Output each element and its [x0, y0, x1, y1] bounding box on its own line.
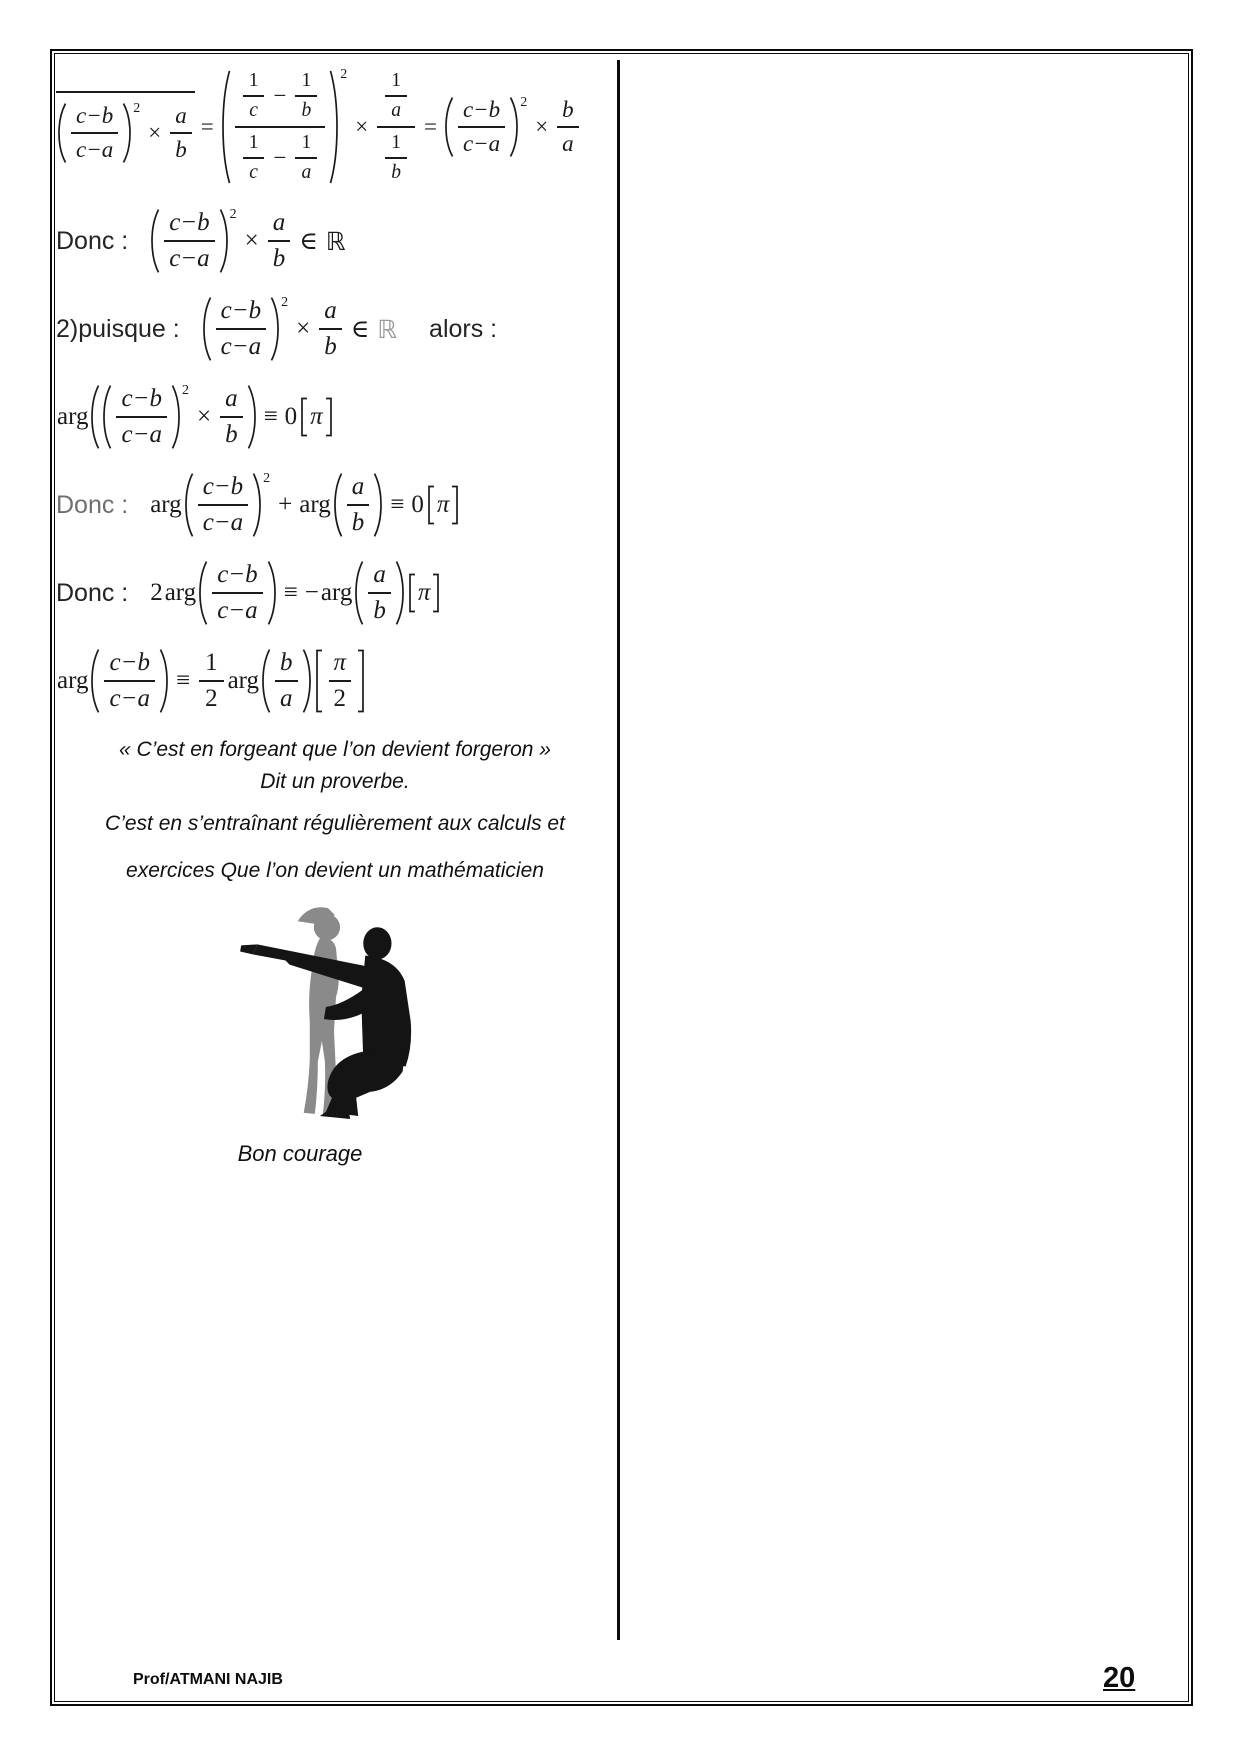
math-token: ≡	[283, 579, 298, 606]
math-token: 2	[333, 685, 347, 712]
group-content	[364, 560, 395, 626]
fraction-denominator	[199, 682, 224, 714]
math-token: b	[272, 245, 286, 272]
paren-group	[198, 560, 276, 626]
fraction-denominator	[319, 330, 342, 362]
fraction-numerator	[385, 131, 407, 159]
right-paren-icon	[395, 560, 405, 626]
bracket-group	[299, 397, 334, 437]
paren-group	[221, 68, 349, 186]
fraction-numerator	[71, 102, 118, 134]
group-content	[454, 96, 509, 158]
fraction	[235, 68, 326, 186]
group-content	[417, 573, 432, 613]
math-token: ×	[535, 114, 549, 139]
formula-conjugate-expansion	[56, 68, 614, 186]
math-token: a	[324, 297, 337, 324]
paren-group	[444, 96, 528, 158]
math-token: c	[249, 100, 258, 121]
math-token: c−a	[220, 333, 262, 360]
image-caption: Bon courage	[237, 1141, 363, 1167]
paren-group	[261, 648, 312, 714]
math-token: ∈	[299, 228, 318, 255]
fraction	[199, 648, 224, 714]
fraction-numerator	[235, 68, 326, 128]
math-token: arg	[227, 667, 260, 694]
right-paren-icon	[373, 472, 383, 538]
math-token: b	[373, 597, 386, 624]
group-content	[67, 102, 122, 164]
left-paren-icon	[184, 472, 194, 538]
math-token: c−b	[202, 473, 244, 500]
column-divider	[617, 60, 620, 1640]
math-token: b	[280, 649, 293, 676]
fraction	[295, 69, 317, 123]
math-token: b	[225, 421, 238, 448]
math-token: −	[273, 83, 287, 108]
right-bracket-icon	[324, 397, 334, 437]
fraction	[328, 648, 353, 714]
left-bracket-icon	[299, 397, 309, 437]
fraction-numerator	[329, 648, 352, 682]
fraction	[170, 102, 192, 164]
math-token: arg	[299, 491, 331, 518]
left-bracket-icon	[314, 648, 324, 714]
fraction-numerator	[319, 296, 342, 330]
math-token: 2	[150, 579, 163, 606]
math-token: c−b	[169, 209, 210, 236]
math-token: π	[310, 403, 323, 430]
paren-group	[57, 102, 141, 164]
formula-donc-two-arg	[56, 560, 614, 626]
fraction-denominator	[220, 418, 243, 450]
math-token: b	[175, 136, 187, 162]
group-content	[231, 68, 330, 186]
left-paren-icon	[202, 296, 212, 362]
left-paren-icon	[354, 560, 364, 626]
fraction-numerator	[275, 648, 298, 682]
math-token: 2	[205, 685, 218, 712]
fraction-numerator	[216, 296, 266, 330]
math-token: +	[278, 491, 293, 518]
fraction-denominator	[198, 506, 248, 538]
fraction-denominator	[71, 134, 118, 164]
group-content	[271, 648, 302, 714]
left-paren-icon	[90, 648, 100, 714]
fraction-denominator	[296, 97, 316, 123]
math-token: a	[175, 102, 187, 128]
fraction-numerator	[243, 69, 265, 97]
math-token: b	[324, 333, 337, 360]
right-paren-icon	[219, 208, 229, 274]
math-token: ≡	[390, 491, 405, 518]
bracket-group	[314, 648, 367, 714]
math-token: 1	[301, 70, 312, 91]
formula-arg-zero	[56, 384, 614, 450]
fraction	[216, 296, 266, 362]
left-bracket-icon	[407, 573, 417, 613]
fraction	[71, 102, 118, 164]
figure-container	[56, 900, 614, 1127]
math-token: 1	[248, 70, 259, 91]
math-token: a	[225, 385, 238, 412]
math-token: a	[301, 162, 312, 183]
group-content	[436, 485, 451, 525]
fraction	[385, 131, 407, 185]
fraction-numerator	[243, 131, 265, 159]
math-token: c−b	[109, 649, 150, 676]
math-token: c−a	[202, 509, 244, 536]
right-bracket-icon	[356, 648, 366, 714]
exponent: 2	[133, 100, 141, 116]
math-token: −	[273, 145, 287, 170]
math-token: 1	[248, 132, 259, 153]
math-token: c−a	[109, 685, 150, 712]
math-token: c−b	[220, 297, 262, 324]
math-token: 1	[391, 70, 401, 91]
math-token: ≡	[263, 403, 278, 430]
group-content	[100, 384, 246, 450]
left-paren-icon	[102, 384, 112, 450]
left-paren-icon	[333, 472, 343, 538]
fraction	[368, 560, 391, 626]
math-token: b	[351, 509, 365, 536]
math-token: b	[562, 97, 574, 122]
left-paren-icon	[57, 102, 67, 164]
math-token: a	[280, 685, 293, 712]
paren-group	[333, 472, 384, 538]
fraction	[116, 384, 166, 450]
math-token: alors :	[429, 314, 498, 343]
right-bracket-icon	[431, 573, 441, 613]
right-paren-icon	[171, 384, 181, 450]
exponent: 2	[340, 67, 348, 82]
group-content	[343, 472, 374, 538]
formula-arg-half	[56, 648, 614, 714]
group-content	[212, 296, 270, 362]
exponent: 2	[181, 383, 189, 398]
formula-puisque	[56, 296, 614, 362]
math-token: b	[301, 100, 312, 121]
math-token: arg	[57, 667, 89, 694]
fraction	[104, 648, 154, 714]
fraction-numerator	[347, 472, 370, 506]
fraction-denominator	[347, 506, 370, 538]
paren-group	[354, 560, 405, 626]
proverb-line-4: exercices Que l’on devient un mathématicien	[126, 858, 544, 882]
fraction-numerator	[220, 384, 243, 418]
proverb-line-2: Dit un proverbe.	[260, 770, 410, 794]
fraction	[347, 472, 370, 538]
math-token: arg	[320, 579, 353, 606]
math-token: c−a	[76, 136, 114, 162]
math-token: c−a	[121, 421, 162, 448]
math-token: a	[373, 561, 386, 588]
math-token: 1	[205, 649, 218, 676]
math-token: 2)puisque :	[56, 314, 187, 343]
fraction	[275, 648, 298, 714]
left-paren-icon	[444, 96, 454, 158]
fraction-numerator	[212, 560, 262, 594]
right-paren-icon	[252, 472, 262, 538]
fraction-denominator	[386, 159, 406, 185]
math-token: a	[351, 473, 365, 500]
fraction	[164, 208, 214, 274]
fraction-numerator	[557, 96, 579, 128]
fraction-denominator	[386, 97, 406, 123]
fraction-denominator	[216, 330, 266, 362]
math-token: ℝ	[377, 314, 398, 344]
left-paren-icon	[221, 68, 231, 186]
math-token: Donc :	[56, 226, 136, 255]
fraction-numerator	[104, 648, 154, 682]
math-token: ×	[244, 227, 259, 254]
formula-donc-arg-sum	[56, 472, 614, 538]
math-token: ℝ	[325, 226, 346, 256]
group-content	[100, 648, 158, 714]
fraction-denominator	[458, 128, 505, 158]
math-token: c−a	[169, 245, 210, 272]
left-column	[56, 60, 614, 1167]
paren-group	[150, 208, 237, 274]
fraction-denominator	[328, 682, 353, 714]
math-token: ×	[196, 403, 212, 430]
fraction-denominator	[104, 682, 154, 714]
fraction-numerator	[199, 648, 224, 682]
math-token: arg	[57, 403, 89, 430]
math-token: =	[423, 114, 437, 139]
math-token: ≡	[175, 667, 191, 694]
fraction	[220, 384, 243, 450]
fraction	[385, 69, 407, 123]
exponent: 2	[520, 95, 528, 110]
math-token: ×	[355, 114, 369, 139]
math-token: a	[562, 131, 574, 156]
right-bracket-icon	[450, 485, 460, 525]
fraction-numerator	[377, 68, 415, 128]
math-token: π	[333, 649, 347, 676]
group-content	[309, 397, 324, 437]
paren-group	[90, 648, 168, 714]
group-content	[160, 208, 218, 274]
left-paren-icon	[198, 560, 208, 626]
group-content	[208, 560, 266, 626]
fraction	[557, 96, 579, 158]
math-token: −	[304, 579, 319, 606]
footer-author: Prof/ATMANI NAJIB	[133, 1671, 283, 1688]
formula-donc-real	[56, 208, 614, 274]
math-token: a	[272, 209, 286, 236]
group-content	[112, 384, 170, 450]
fraction	[212, 560, 262, 626]
math-token: π	[417, 579, 431, 606]
fraction-denominator	[244, 97, 263, 123]
fraction-denominator	[368, 594, 391, 626]
right-paren-icon	[509, 96, 519, 158]
fraction-numerator	[368, 560, 391, 594]
paren-group	[184, 472, 271, 538]
left-paren-icon	[261, 648, 271, 714]
math-token: π	[436, 491, 450, 518]
fraction-numerator	[295, 131, 317, 159]
left-paren-icon	[90, 384, 100, 450]
fraction-denominator	[170, 134, 192, 164]
left-paren-icon	[150, 208, 160, 274]
math-token: c	[249, 162, 258, 183]
fraction-denominator	[244, 159, 263, 185]
fraction-denominator	[268, 242, 291, 274]
fraction	[295, 131, 317, 185]
math-token: 1	[391, 132, 401, 153]
fraction	[198, 472, 248, 538]
math-token: c−a	[462, 131, 501, 156]
fraction-numerator	[164, 208, 214, 242]
math-token: ∈	[350, 316, 370, 343]
paren-group	[202, 296, 289, 362]
fraction-denominator	[377, 128, 415, 186]
math-token: Donc :	[56, 490, 136, 519]
fraction-denominator	[235, 128, 326, 186]
left-bracket-icon	[426, 485, 436, 525]
exponent: 2	[263, 471, 271, 486]
math-token: c−b	[121, 385, 162, 412]
right-paren-icon	[329, 68, 339, 186]
paren-group	[90, 384, 256, 450]
fraction-denominator	[296, 159, 316, 185]
fraction-denominator	[557, 128, 579, 158]
math-token: a	[391, 100, 401, 121]
fraction-denominator	[164, 242, 214, 274]
right-paren-icon	[267, 560, 277, 626]
group-content	[194, 472, 252, 538]
fraction-denominator	[275, 682, 298, 714]
overline-group	[56, 91, 195, 164]
math-token: ×	[296, 315, 311, 342]
proverb-line-3: C’est en s’entraînant régulièrement aux calculs et	[105, 811, 565, 835]
math-token: 1	[301, 132, 312, 153]
fraction-numerator	[295, 69, 317, 97]
math-token: c−b	[76, 102, 114, 128]
fraction-numerator	[170, 102, 192, 134]
group-content	[324, 648, 357, 714]
math-token: Donc :	[56, 578, 136, 607]
fraction-numerator	[385, 69, 407, 97]
math-token: c−b	[217, 561, 258, 588]
fraction-denominator	[212, 594, 262, 626]
fraction	[243, 69, 265, 123]
math-token: ×	[148, 119, 162, 145]
math-token: c−b	[462, 97, 501, 122]
fraction-numerator	[198, 472, 248, 506]
right-paren-icon	[270, 296, 280, 362]
right-paren-icon	[159, 648, 169, 714]
fraction	[243, 131, 265, 185]
right-paren-icon	[302, 648, 312, 714]
fraction	[319, 296, 342, 362]
paren-group	[102, 384, 189, 450]
math-token: arg	[164, 579, 197, 606]
fraction	[377, 68, 415, 186]
exponent: 2	[229, 207, 237, 222]
page-number: 20	[1103, 1662, 1136, 1694]
math-token: 0	[284, 403, 298, 430]
proverb-line-1: « C’est en forgeant que l’on devient forgeron »	[119, 738, 551, 761]
right-paren-icon	[247, 384, 257, 450]
math-token: b	[391, 162, 401, 183]
right-paren-icon	[122, 102, 132, 164]
math-token: 0	[411, 491, 424, 518]
bracket-group	[426, 485, 461, 525]
fraction	[458, 96, 505, 158]
fraction-numerator	[268, 208, 291, 242]
fraction-numerator	[116, 384, 166, 418]
mentor-child-silhouette-image	[229, 900, 441, 1122]
fraction	[268, 208, 291, 274]
math-token: c−a	[217, 597, 258, 624]
bracket-group	[407, 573, 442, 613]
math-token: arg	[150, 491, 182, 518]
fraction-numerator	[458, 96, 505, 128]
math-token: =	[200, 114, 214, 139]
fraction-denominator	[116, 418, 166, 450]
exponent: 2	[281, 295, 289, 310]
